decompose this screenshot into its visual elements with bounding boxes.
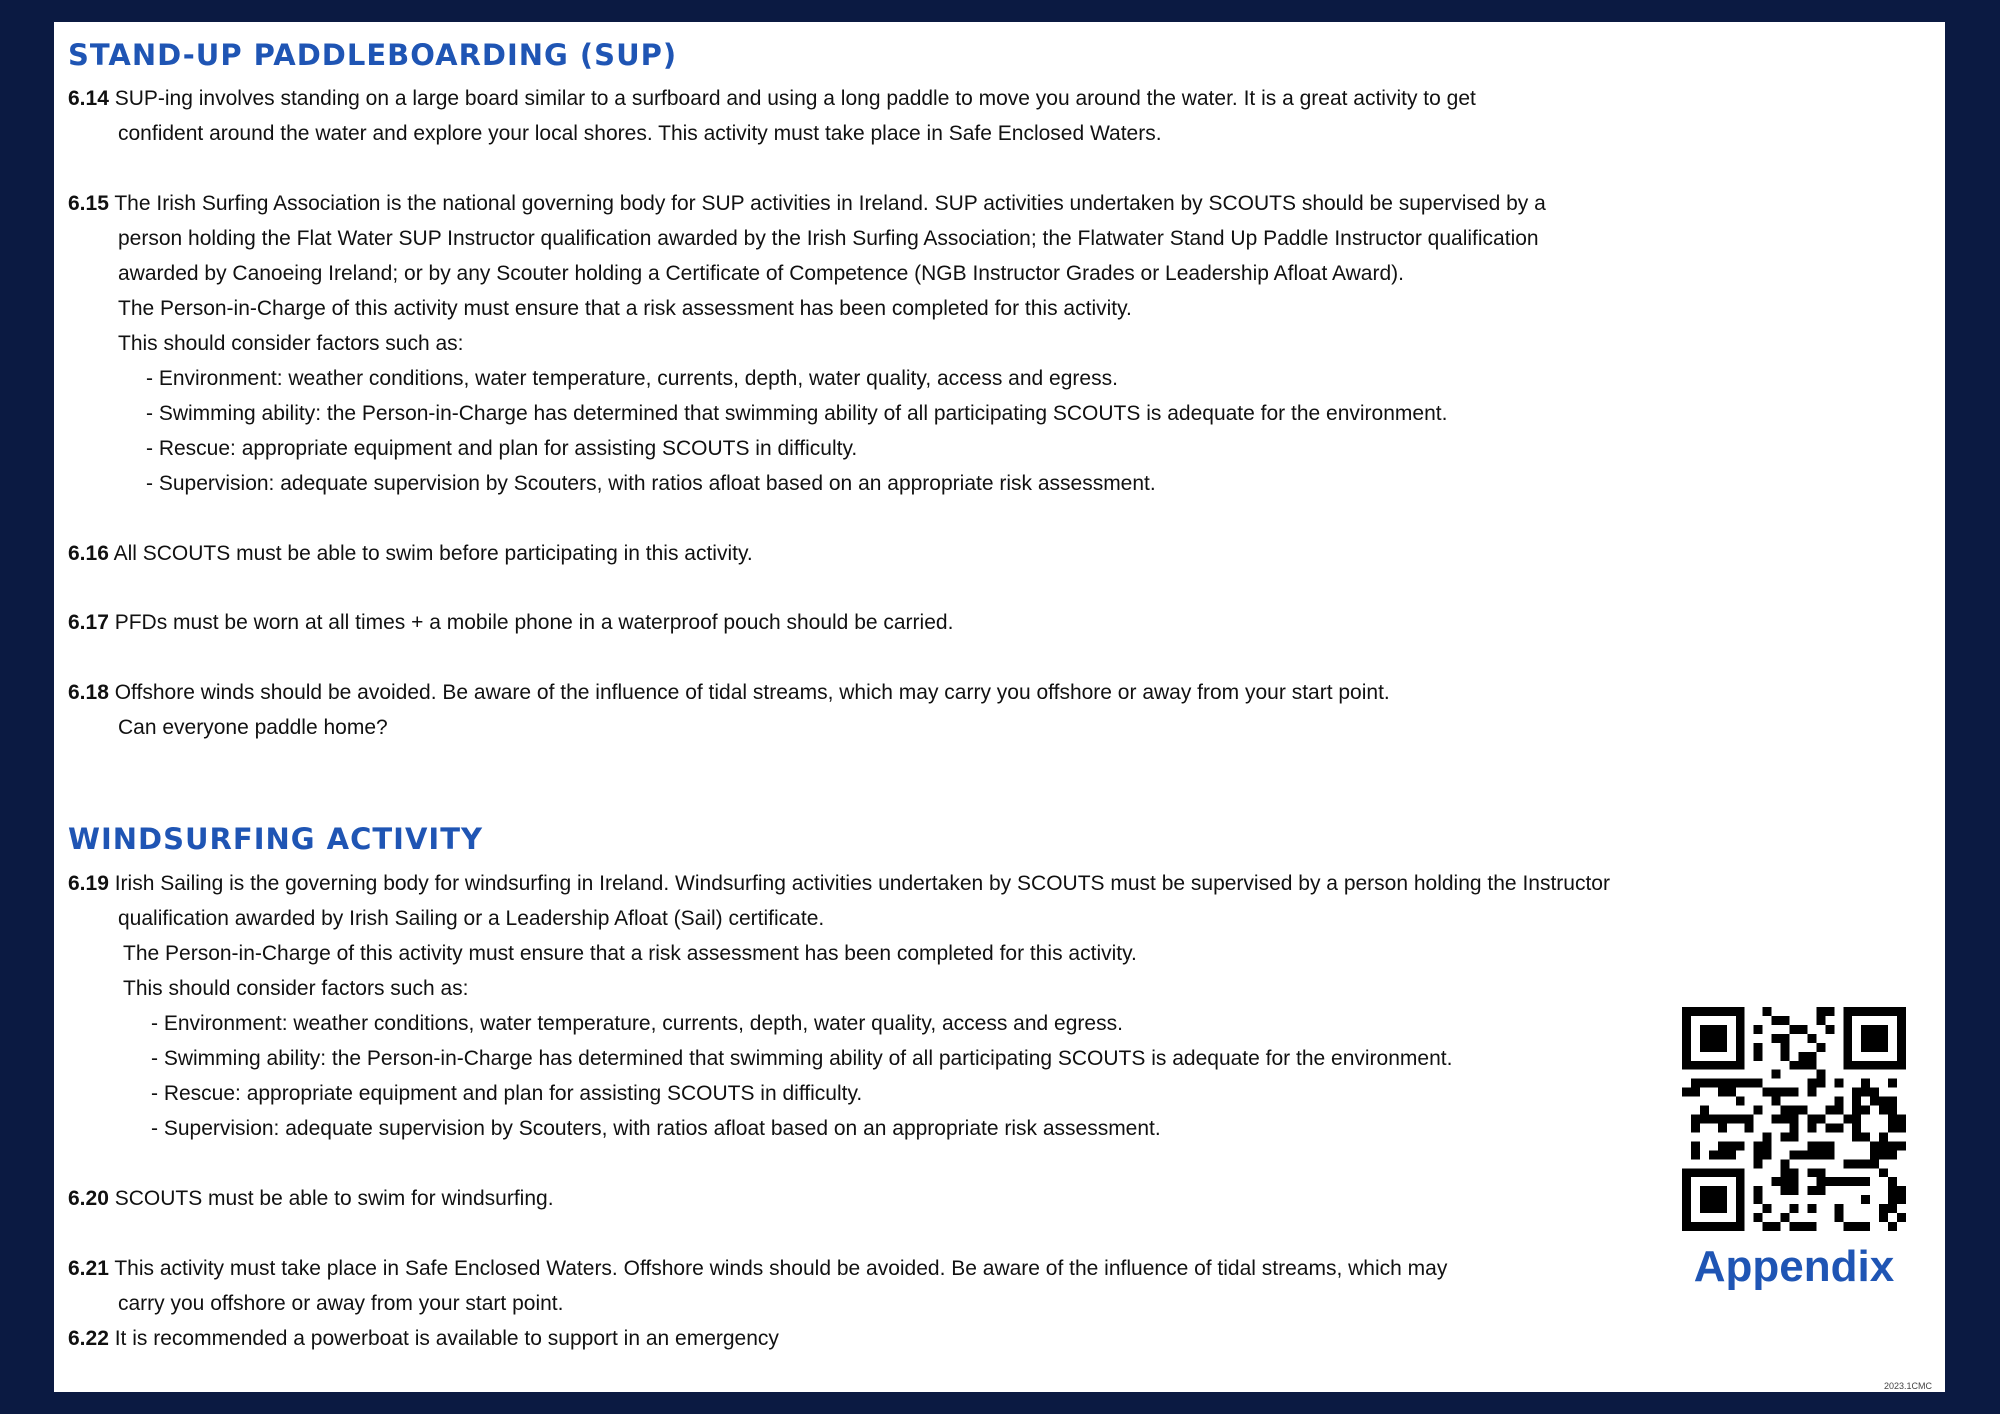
para-6-15-line-3: awarded by Canoeing Ireland; or by any Scouter holding a Certificate of Competence (NGB Instructor Grades or Leadership Afloat Award). [118, 262, 1404, 285]
para-number: 6.19 [68, 872, 109, 895]
para-number: 6.21 [68, 1257, 109, 1280]
sup-factor-rescue: - Rescue: appropriate equipment and plan for assisting SCOUTS in difficulty. [146, 437, 858, 460]
para-number: 6.18 [68, 681, 109, 704]
document-page [54, 22, 1945, 1392]
para-number: 6.20 [68, 1187, 109, 1210]
para-number: 6.22 [68, 1327, 109, 1350]
para-text: It is recommended a powerboat is available to support in an emergency [114, 1327, 779, 1350]
para-text: All SCOUTS must be able to swim before participating in this activity. [113, 542, 753, 565]
qr-code-icon[interactable] [1682, 1007, 1906, 1231]
para-number: 6.16 [68, 542, 109, 565]
para-6-15-line-1 [68, 193, 1546, 214]
para-number: 6.15 [68, 192, 109, 215]
para-6-16 [68, 543, 753, 564]
para-6-21-line-2: carry you offshore or away from your start point. [118, 1292, 564, 1315]
para-6-20 [68, 1188, 554, 1209]
sup-factor-environment: - Environment: weather conditions, water temperature, currents, depth, water quality, access and egress. [146, 367, 1118, 390]
para-number: 6.17 [68, 611, 109, 634]
para-6-19-line-3: The Person-in-Charge of this activity must ensure that a risk assessment has been completed for this activity. [123, 942, 1137, 965]
para-6-19-line-4: This should consider factors such as: [123, 977, 469, 1000]
para-text: This activity must take place in Safe Enclosed Waters. Offshore winds should be avoided. Be aware of the influence of tidal streams, which may [114, 1257, 1448, 1280]
para-6-21-line-1 [68, 1258, 1447, 1279]
document-code: 2023.1CMC [1884, 1381, 1933, 1391]
para-text: PFDs must be worn at all times + a mobile phone in a waterproof pouch should be carried. [114, 611, 954, 634]
wind-factor-environment: - Environment: weather conditions, water temperature, currents, depth, water quality, access and egress. [151, 1012, 1123, 1035]
para-6-15-line-2: person holding the Flat Water SUP Instructor qualification awarded by the Irish Surfing Association; the Flatwater Stand Up Paddle Instructor qualification [118, 227, 1539, 250]
para-6-22 [68, 1328, 779, 1349]
windsurfing-heading: WINDSURFING ACTIVITY [68, 822, 483, 856]
para-text: Offshore winds should be avoided. Be aware of the influence of tidal streams, which may carry you offshore or away from your start point. [114, 681, 1390, 704]
para-6-15-line-5: This should consider factors such as: [118, 332, 464, 355]
wind-factor-supervision: - Supervision: adequate supervision by Scouters, with ratios afloat based on an appropriate risk assessment. [151, 1117, 1161, 1140]
sup-factor-supervision: - Supervision: adequate supervision by Scouters, with ratios afloat based on an appropriate risk assessment. [146, 472, 1156, 495]
para-6-19-line-2: qualification awarded by Irish Sailing or a Leadership Afloat (Sail) certificate. [118, 907, 825, 930]
para-number: 6.14 [68, 87, 109, 110]
sup-factor-swimming: - Swimming ability: the Person-in-Charge has determined that swimming ability of all participating SCOUTS is adequate for the environment. [146, 402, 1448, 425]
para-text: Irish Sailing is the governing body for windsurfing in Ireland. Windsurfing activities undertaken by SCOUTS must be supervised by a person holding the Instructor [114, 872, 1610, 895]
wind-factor-swimming: - Swimming ability: the Person-in-Charge has determined that swimming ability of all participating SCOUTS is adequate for the environment. [151, 1047, 1453, 1070]
para-text: SCOUTS must be able to swim for windsurfing. [114, 1187, 554, 1210]
para-6-18-line-1 [68, 682, 1390, 703]
appendix-link[interactable]: Appendix [1693, 1242, 1895, 1291]
para-6-15-line-4: The Person-in-Charge of this activity must ensure that a risk assessment has been completed for this activity. [118, 297, 1132, 320]
para-text: SUP-ing involves standing on a large board similar to a surfboard and using a long paddle to move you around the water. It is a great activity to get [114, 87, 1476, 110]
para-6-14-line-1 [68, 88, 1476, 109]
wind-factor-rescue: - Rescue: appropriate equipment and plan for assisting SCOUTS in difficulty. [151, 1082, 863, 1105]
para-6-18-line-2: Can everyone paddle home? [118, 716, 388, 739]
para-6-19-line-1 [68, 873, 1610, 894]
para-text: The Irish Surfing Association is the national governing body for SUP activities in Ireland. SUP activities undertaken by SCOUTS should be supervised by a [114, 192, 1546, 215]
sup-heading: STAND-UP PADDLEBOARDING (SUP) [68, 38, 678, 72]
para-6-14-line-2: confident around the water and explore your local shores. This activity must take place in Safe Enclosed Waters. [118, 122, 1162, 145]
para-6-17 [68, 612, 953, 633]
